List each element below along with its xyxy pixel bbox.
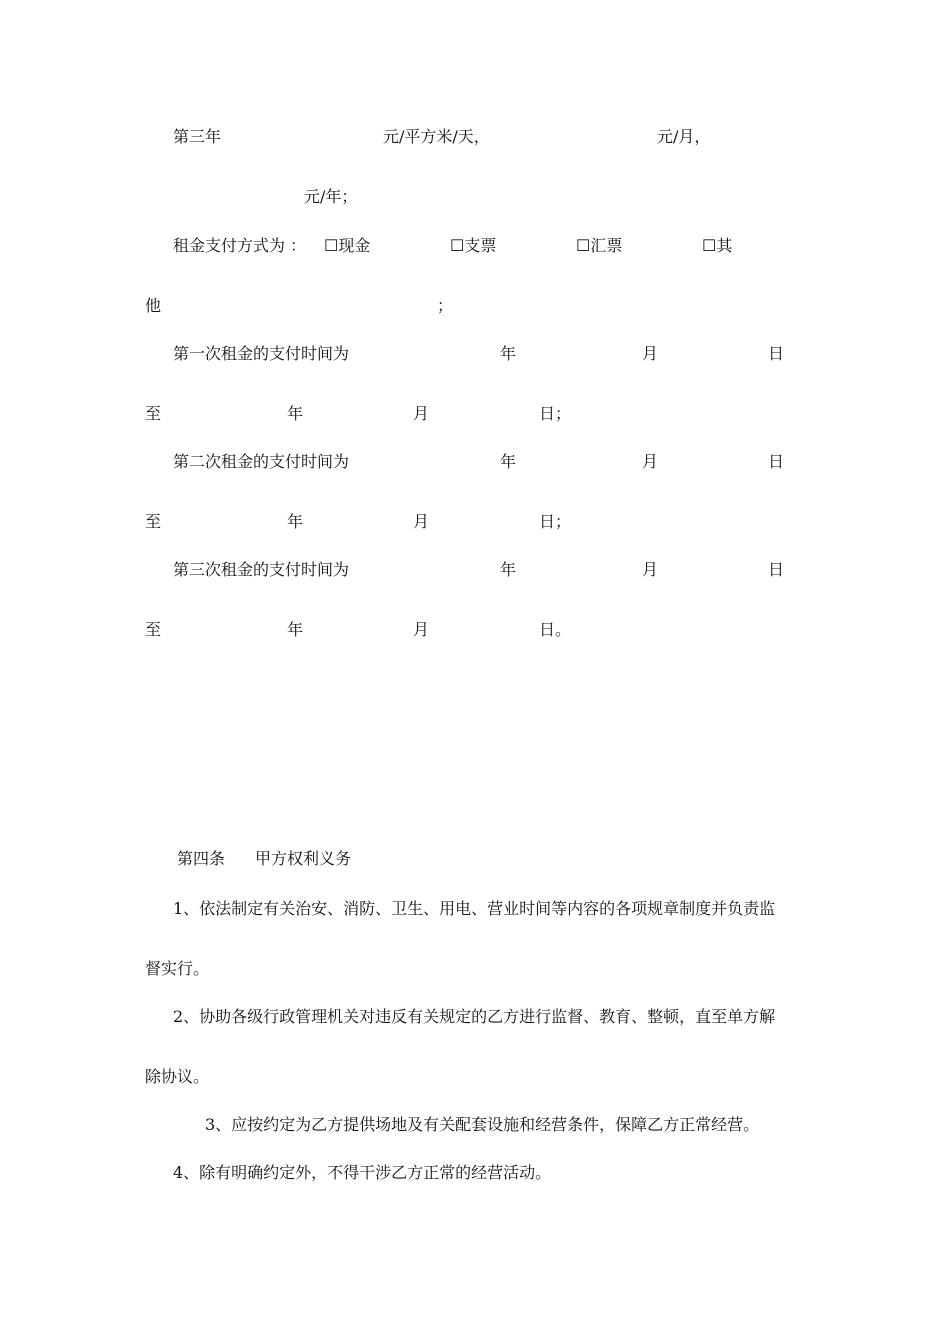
article4-title: 甲方权利义务	[255, 849, 352, 868]
payment-option-draft[interactable]: ☐汇票	[576, 236, 623, 255]
article4-item3: 3、应按约定为乙方提供场地及有关配套设施和经营条件，保障乙方正常经营。	[205, 1115, 760, 1134]
payment-1-from-day: 日	[768, 344, 785, 363]
payment-2-to-year: 年	[287, 512, 304, 531]
payment-method-end-mark: ；	[437, 296, 454, 315]
payment-1-label: 第一次租金的支付时间为	[173, 344, 350, 363]
payment-2-from-day: 日	[768, 452, 785, 471]
payment-option-other[interactable]: ☐其	[702, 236, 733, 255]
rent-year3-label: 第三年	[173, 127, 222, 146]
payment-3-from-year: 年	[500, 560, 517, 579]
payment-3-from-month: 月	[642, 560, 659, 579]
payment-1-to-year: 年	[287, 404, 304, 423]
payment-3-label: 第三次租金的支付时间为	[173, 560, 350, 579]
article4-item1-line1: 1、依法制定有关治安、消防、卫生、用电、营业时间等内容的各项规章制度并负责监	[173, 899, 776, 918]
payment-3-to-day: 日。	[539, 620, 572, 639]
payment-1-to-day: 日；	[539, 404, 572, 423]
payment-1-from-year: 年	[500, 344, 517, 363]
article4-item2-line2: 除协议。	[145, 1067, 210, 1086]
payment-3-to-month: 月	[413, 620, 430, 639]
article4-number: 第四条	[177, 849, 226, 868]
payment-2-from-month: 月	[642, 452, 659, 471]
payment-2-to-day: 日；	[539, 512, 572, 531]
rent-unit-yearly: 元/年；	[304, 187, 358, 206]
payment-1-to-month: 月	[413, 404, 430, 423]
payment-3-from-day: 日	[768, 560, 785, 579]
payment-option-other-continuation: 他	[145, 296, 162, 315]
payment-3-to-label: 至	[145, 620, 162, 639]
payment-option-check[interactable]: ☐支票	[450, 236, 497, 255]
article4-item1-line2: 督实行。	[145, 959, 210, 978]
article4-item4: 4、除有明确约定外，不得干涉乙方正常的经营活动。	[173, 1163, 552, 1182]
payment-1-from-month: 月	[642, 344, 659, 363]
payment-1-to-label: 至	[145, 404, 162, 423]
payment-2-from-year: 年	[500, 452, 517, 471]
article4-item2-line1: 2、协助各级行政管理机关对违反有关规定的乙方进行监督、教育、整顿，直至单方解	[173, 1007, 776, 1026]
rent-unit-monthly: 元/月，	[657, 127, 711, 146]
payment-2-to-label: 至	[145, 512, 162, 531]
payment-2-to-month: 月	[413, 512, 430, 531]
rent-unit-daily: 元/平方米/天，	[383, 127, 490, 146]
payment-3-to-year: 年	[287, 620, 304, 639]
payment-method-label: 租金支付方式为 ：	[173, 236, 307, 255]
payment-option-cash[interactable]: ☐现金	[324, 236, 371, 255]
payment-2-label: 第二次租金的支付时间为	[173, 452, 350, 471]
